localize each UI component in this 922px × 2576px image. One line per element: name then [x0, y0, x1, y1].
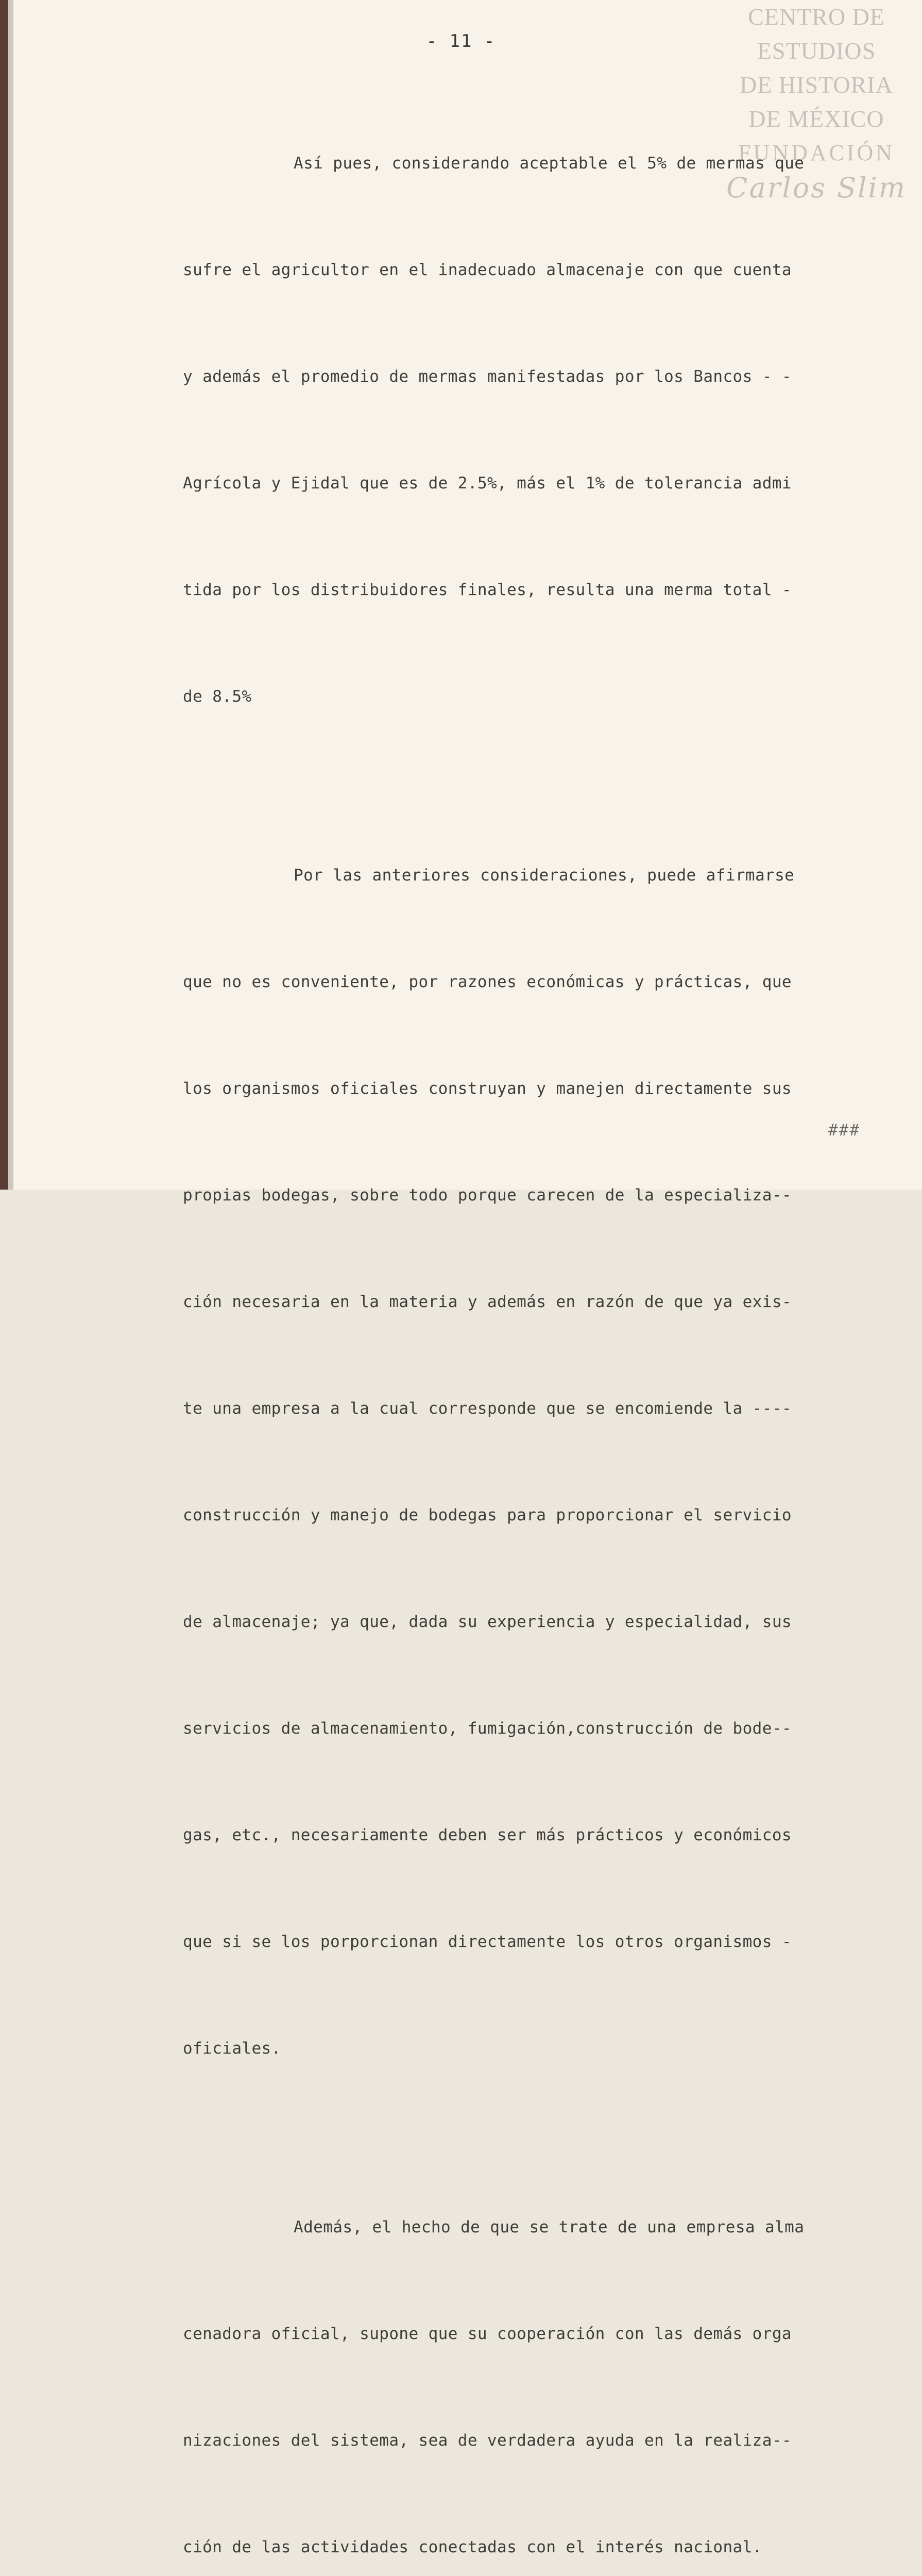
text-line: de almacenaje; ya que, dada su experiencia y especialidad, sus	[183, 1613, 792, 1631]
text-line: Así pues, considerando aceptable el 5% de mermas que	[294, 154, 805, 173]
text-line: de 8.5%	[183, 687, 252, 706]
text-line: te una empresa a la cual corresponde que se encomiende la ----	[183, 1399, 792, 1418]
watermark-line-4: DE MÉXICO	[748, 106, 884, 132]
watermark-line-5: FUNDACIÓN	[738, 140, 895, 165]
text-line: Agrícola y Ejidal que es de 2.5%, más el 1% de tolerancia admi	[183, 474, 792, 493]
text-line: servicios de almacenamiento, fumigación,construcción de bode--	[183, 1719, 792, 1738]
text-line: cenadora oficial, supone que su cooperación con las demás orga	[183, 2325, 792, 2343]
paragraph-1	[183, 75, 858, 786]
text-line: Por las anteriores consideraciones, puede afirmarse	[294, 866, 795, 885]
text-line: y además el promedio de mermas manifestadas por los Bancos - -	[183, 367, 792, 386]
text-line: ción necesaria en la materia y además en razón de que ya exis-	[183, 1293, 792, 1311]
text-line: tida por los distribuidores finales, resulta una merma total -	[183, 581, 792, 599]
text-line: oficiales.	[183, 2039, 281, 2058]
text-line: gas, etc., necesariamente deben ser más prácticos y económicos	[183, 1826, 792, 1844]
closing-mark: ###	[828, 1121, 860, 1140]
text-line: construcción y manejo de bodegas para proporcionar el servicio	[183, 1506, 792, 1524]
text-line: nizaciones del sistema, sea de verdadera ayuda en la realiza--	[183, 2431, 792, 2450]
watermark-line-3: DE HISTORIA	[740, 72, 893, 98]
watermark-line-1: CENTRO DE	[748, 4, 885, 30]
text-line: sufre el agricultor en el inadecuado almacenaje con que cuenta	[183, 261, 792, 279]
page-number: - 11 -	[426, 31, 496, 52]
paragraph-3	[183, 2139, 858, 2576]
paragraph-2	[183, 787, 858, 2138]
body-text	[183, 75, 858, 2576]
text-line: que si se los porporcionan directamente los otros organismos -	[183, 1933, 792, 1951]
watermark-signature: Carlos Slim	[726, 172, 907, 204]
page-edge-shadow	[0, 0, 8, 1190]
text-line: ción de las actividades conectadas con el interés nacional.	[183, 2538, 762, 2556]
watermark-line-2: ESTUDIOS	[757, 38, 876, 64]
text-line: Además, el hecho de que se trate de una empresa alma	[294, 2218, 805, 2236]
text-line: los organismos oficiales construyan y manejen directamente sus	[183, 1079, 792, 1098]
text-line: propias bodegas, sobre todo porque carecen de la especializa--	[183, 1186, 792, 1205]
text-line: que no es conveniente, por razones económicas y prácticas, que	[183, 973, 792, 991]
